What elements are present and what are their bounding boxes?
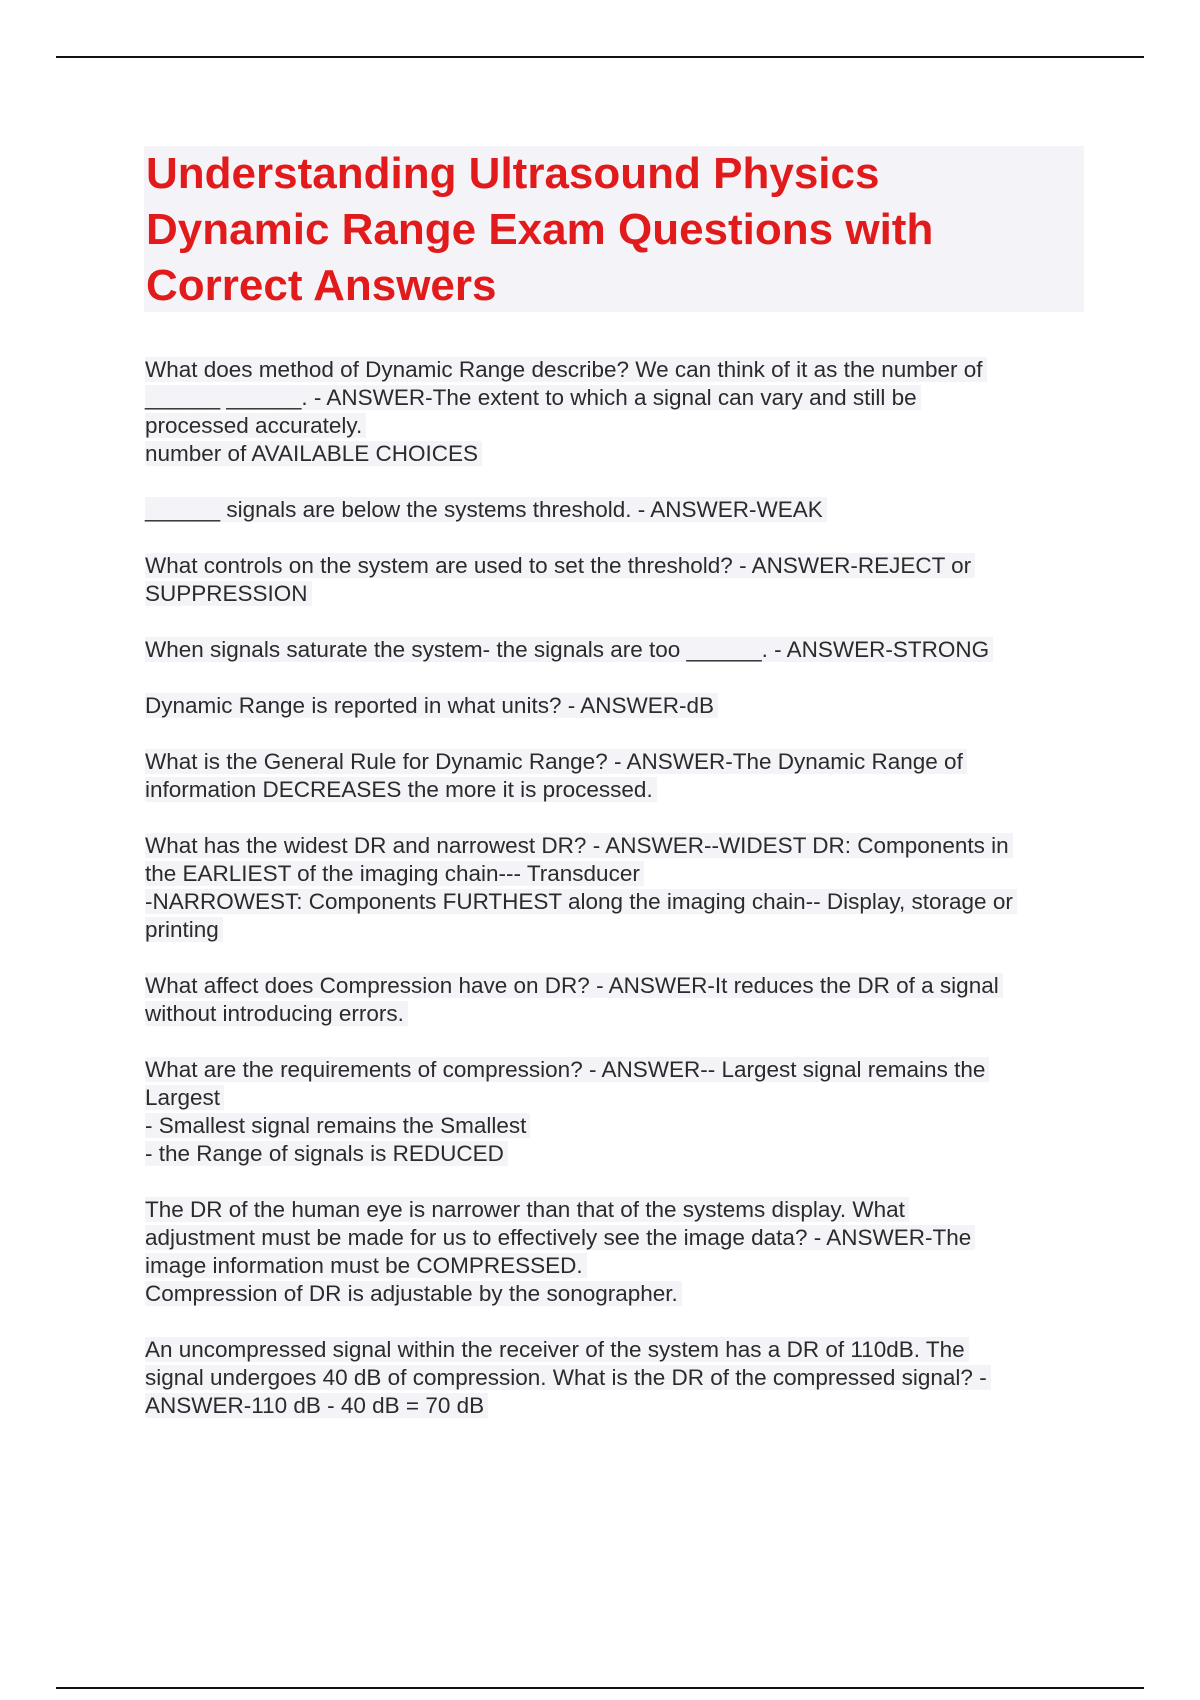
- qa-line: number of AVAILABLE CHOICES: [145, 440, 1105, 468]
- document-title: [144, 146, 1084, 312]
- qa-line: What has the widest DR and narrowest DR? - ANSWER--WIDEST DR: Components in: [145, 832, 1105, 860]
- qa-line: SUPPRESSION: [145, 580, 1105, 608]
- qa-item: [145, 356, 1105, 468]
- qa-line: What controls on the system are used to set the threshold? - ANSWER-REJECT or: [145, 552, 1105, 580]
- qa-line: image information must be COMPRESSED.: [145, 1252, 1105, 1280]
- qa-list: [145, 356, 1105, 1448]
- qa-line: information DECREASES the more it is processed.: [145, 776, 1105, 804]
- qa-line: What is the General Rule for Dynamic Range? - ANSWER-The Dynamic Range of: [145, 748, 1105, 776]
- qa-item: [145, 1336, 1105, 1420]
- qa-line: Compression of DR is adjustable by the sonographer.: [145, 1280, 1105, 1308]
- qa-line: printing: [145, 916, 1105, 944]
- qa-line: processed accurately.: [145, 412, 1105, 440]
- header-rule: [56, 56, 1144, 58]
- qa-item: [145, 1056, 1105, 1168]
- qa-line: Largest: [145, 1084, 1105, 1112]
- qa-line: ______ signals are below the systems threshold. - ANSWER-WEAK: [145, 496, 1105, 524]
- qa-line: - the Range of signals is REDUCED: [145, 1140, 1105, 1168]
- qa-line: - Smallest signal remains the Smallest: [145, 1112, 1105, 1140]
- qa-item: [145, 692, 1105, 720]
- qa-item: [145, 832, 1105, 944]
- qa-line: What does method of Dynamic Range describe? We can think of it as the number of: [145, 356, 1105, 384]
- qa-line: adjustment must be made for us to effectively see the image data? - ANSWER-The: [145, 1224, 1105, 1252]
- footer-rule: [56, 1687, 1144, 1689]
- qa-item: [145, 1196, 1105, 1308]
- qa-line: When signals saturate the system- the signals are too ______. - ANSWER-STRONG: [145, 636, 1105, 664]
- qa-item: [145, 748, 1105, 804]
- qa-line: An uncompressed signal within the receiver of the system has a DR of 110dB. The: [145, 1336, 1105, 1364]
- title-line: Correct Answers: [146, 261, 497, 310]
- qa-line: Dynamic Range is reported in what units? - ANSWER-dB: [145, 692, 1105, 720]
- qa-line: ______ ______. - ANSWER-The extent to which a signal can vary and still be: [145, 384, 1105, 412]
- qa-item: [145, 972, 1105, 1028]
- qa-line: What affect does Compression have on DR? - ANSWER-It reduces the DR of a signal: [145, 972, 1105, 1000]
- qa-line: without introducing errors.: [145, 1000, 1105, 1028]
- qa-line: The DR of the human eye is narrower than that of the systems display. What: [145, 1196, 1105, 1224]
- qa-item: [145, 496, 1105, 524]
- qa-line: -NARROWEST: Components FURTHEST along the imaging chain-- Display, storage or: [145, 888, 1105, 916]
- qa-line: ANSWER-110 dB - 40 dB = 70 dB: [145, 1392, 1105, 1420]
- qa-item: [145, 552, 1105, 608]
- qa-line: signal undergoes 40 dB of compression. What is the DR of the compressed signal? -: [145, 1364, 1105, 1392]
- qa-line: What are the requirements of compression? - ANSWER-- Largest signal remains the: [145, 1056, 1105, 1084]
- qa-item: [145, 636, 1105, 664]
- title-line: Dynamic Range Exam Questions with: [146, 205, 934, 254]
- qa-line: the EARLIEST of the imaging chain--- Transducer: [145, 860, 1105, 888]
- title-line: Understanding Ultrasound Physics: [146, 149, 880, 198]
